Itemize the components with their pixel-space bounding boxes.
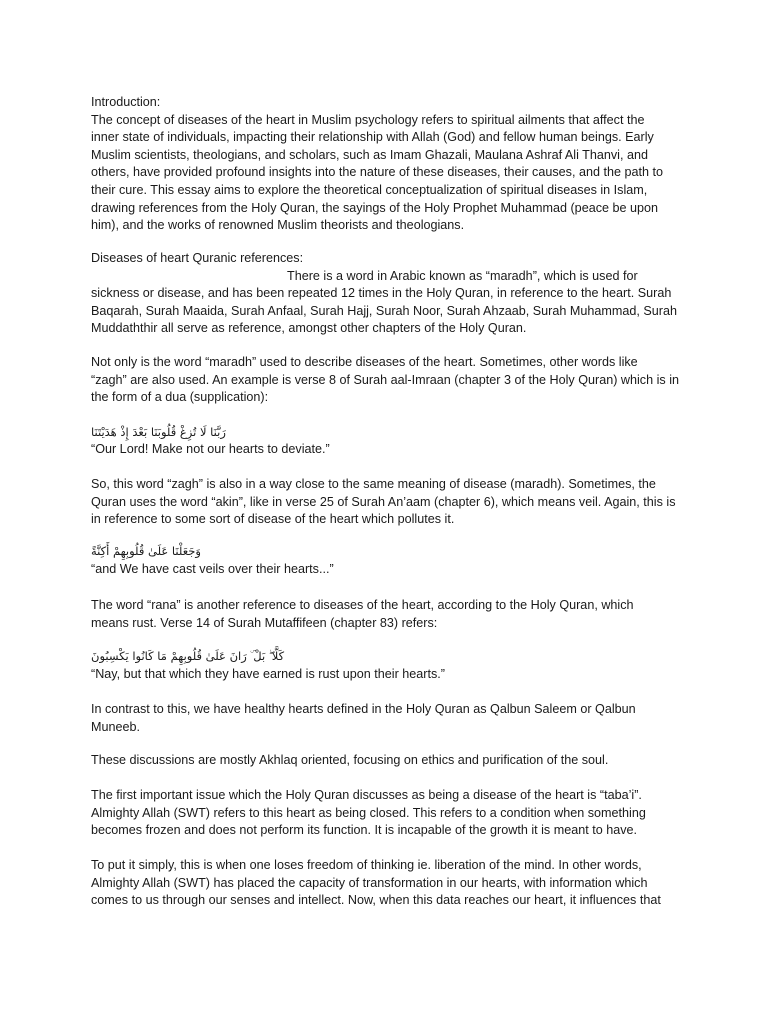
zagh-line: Not only is the word “maradh” used to describe diseases of the heart. Sometimes, other words like xyxy=(91,355,638,369)
intro-line: inner state of individuals, impacting their relationship with Allah (God) and fellow human beings. Early xyxy=(91,130,654,145)
tabai-line: The first important issue which the Holy Quran discusses as being a disease of the heart is “taba’i”. xyxy=(91,788,642,802)
intro-line: drawing references from the Holy Quran, the sayings of the Holy Prophet Muhammad (peace be upon xyxy=(91,200,659,215)
intro-line: him), and the works of renowned Muslim theorists and theologians. xyxy=(91,218,465,233)
quranic-heading: Diseases of heart Quranic references: xyxy=(91,251,304,265)
intro-line: their cure. This essay aims to explore the theoretical conceptualization of spiritual diseases in Islam, xyxy=(91,182,648,197)
akin-line: in reference to some sort of disease of the heart which pollutes it. xyxy=(91,512,455,527)
akin-arabic-verse: وَجَعَلْنَا عَلَىٰ قُلُوبِهِمْ أَكِنَّةً xyxy=(91,544,201,558)
tabai-line: Almighty Allah (SWT) refers to this heart as being closed. This refers to a condition when something xyxy=(91,805,646,820)
freedom-line: comes to us through our senses and intellect. Now, when this data reaches our heart, it influences that xyxy=(91,893,661,908)
zagh-section xyxy=(91,354,681,407)
tabai-line: becomes frozen and does not perform its function. It is incapable of the growth it is meant to have. xyxy=(91,823,638,838)
akhlaq-line: These discussions are mostly Akhlaq oriented, focusing on ethics and purification of the soul. xyxy=(91,753,609,767)
zagh-line: “zagh” are also used. An example is verse 8 of Surah aal-Imraan (chapter 3 of the Holy Quran) which is in xyxy=(91,372,679,387)
intro-line: The concept of diseases of the heart in Muslim psychology refers to spiritual ailments that affect the xyxy=(91,112,645,127)
freedom-section xyxy=(91,857,681,910)
quranic-line: Muddaththir all serve as reference, amongst other chapters of the Holy Quran. xyxy=(91,321,527,336)
zagh-arabic-verse: رَبَّنَا لَا تُزِغْ قُلُوبَنَا بَعْدَ إِذْ هَدَيْتَنَا xyxy=(91,425,226,439)
rana-translation: “Nay, but that which they have earned is rust upon their hearts.” xyxy=(91,667,445,681)
rana-line: The word “rana” is another reference to diseases of the heart, according to the Holy Quran, which xyxy=(91,598,634,612)
quranic-line: Baqarah, Surah Maaida, Surah Anfaal, Surah Hajj, Surah Noor, Surah Ahzaab, Surah Muhammad, Surah xyxy=(91,303,677,318)
akhlaq-section xyxy=(91,752,681,770)
akin-section xyxy=(91,476,681,529)
akin-line: Quran uses the word “akin”, like in verse 25 of Surah An’aam (chapter 6), which means veil. Again, this is xyxy=(91,494,676,509)
healthy-line: In contrast to this, we have healthy hearts defined in the Holy Quran as Qalbun Saleem or Qalbun xyxy=(91,702,636,716)
healthy-section xyxy=(91,701,681,736)
zagh-translation: “Our Lord! Make not our hearts to deviate.” xyxy=(91,442,330,456)
quranic-section xyxy=(91,250,681,338)
rana-section xyxy=(91,597,681,632)
zagh-line: the form of a dua (supplication): xyxy=(91,390,269,405)
akin-translation: “and We have cast veils over their hearts...” xyxy=(91,562,334,576)
intro-line: Muslim scientists, theologians, and scholars, such as Imam Ghazali, Maulana Ashraf Ali Thanvi, and xyxy=(91,147,648,162)
rana-arabic-verse: كَلَّا ۖ بَلْ ۜ رَانَ عَلَىٰ قُلُوبِهِمْ مَا كَانُوا يَكْسِبُونَ xyxy=(91,649,285,663)
rana-line: means rust. Verse 14 of Surah Mutaffifeen (chapter 83) refers: xyxy=(91,615,438,630)
quranic-line: sickness or disease, and has been repeated 12 times in the Holy Quran, in reference to the heart. Surah xyxy=(91,286,672,301)
intro-line: others, have provided profound insights into the nature of these diseases, their causes, and the path to xyxy=(91,165,663,180)
tabai-section xyxy=(91,787,681,840)
intro-section xyxy=(91,94,681,235)
freedom-line: To put it simply, this is when one loses freedom of thinking ie. liberation of the mind. In other words, xyxy=(91,858,642,872)
quranic-line: There is a word in Arabic known as “maradh”, which is used for xyxy=(287,268,638,283)
intro-heading: Introduction: xyxy=(91,95,161,109)
healthy-line: Muneeb. xyxy=(91,719,141,734)
akin-line: So, this word “zagh” is also in a way close to the same meaning of disease (maradh). Sometimes, the xyxy=(91,477,656,491)
freedom-line: Almighty Allah (SWT) has placed the capacity of transformation in our hearts, with information which xyxy=(91,875,648,890)
